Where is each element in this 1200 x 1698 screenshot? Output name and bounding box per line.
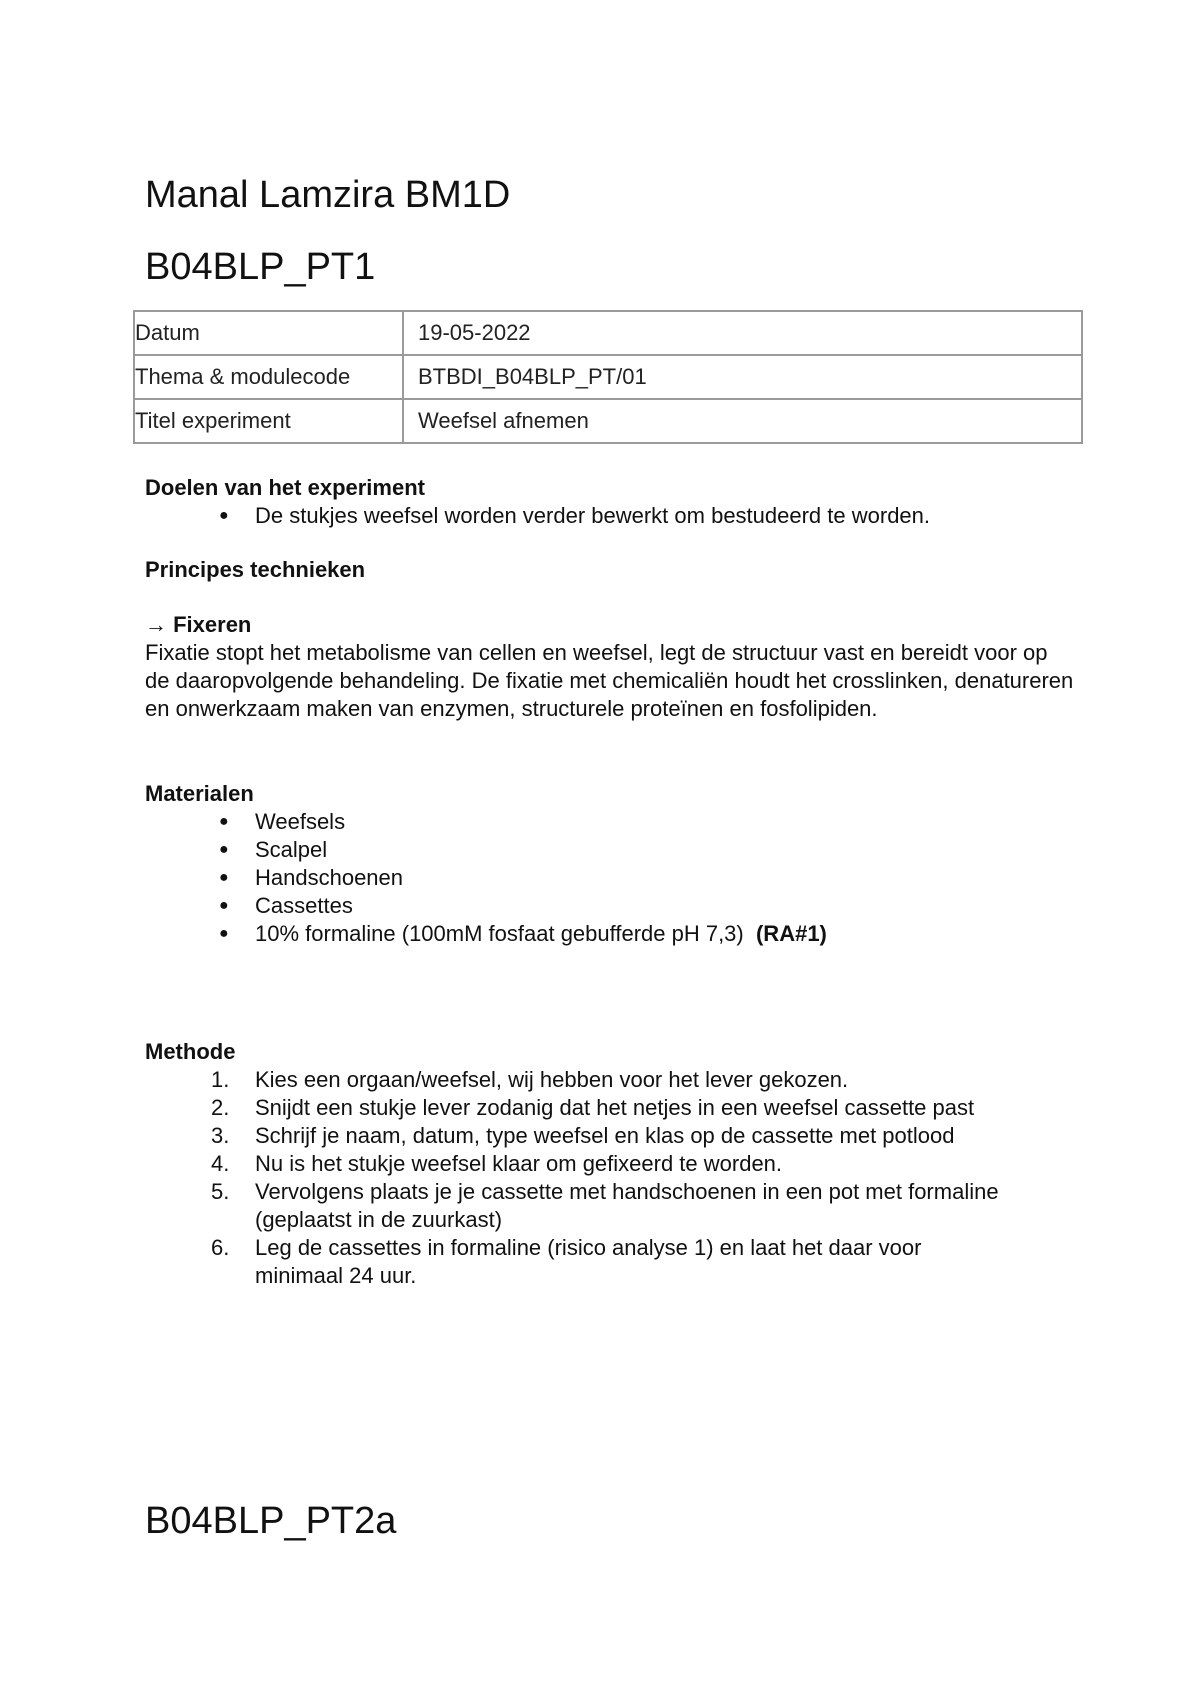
bullet-icon: ●	[219, 507, 229, 524]
list-item: 6. Leg de cassettes in formaline (risico analyse 1) en laat het daar voor minimaal 24 uur.	[211, 1235, 922, 1288]
list-item: ● Cassettes	[219, 893, 353, 918]
section-title-pt1: B04BLP_PT1	[145, 246, 376, 288]
list-item: ● Weefsels	[219, 809, 346, 834]
list-item: 1. Kies een orgaan/weefsel, wij hebben voor het lever gekozen.	[211, 1067, 849, 1092]
bullet-icon: ●	[219, 897, 229, 914]
list-item: 5. Vervolgens plaats je je cassette met handschoenen in een pot met formaline (geplaatst in de zuurkast)	[211, 1179, 999, 1232]
principles-heading: Principes technieken	[145, 557, 366, 582]
section-title-pt2a: B04BLP_PT2a	[145, 1500, 397, 1542]
goals-list	[145, 502, 1085, 530]
goals-heading: Doelen van het experiment	[145, 475, 425, 500]
table-row	[134, 399, 1082, 443]
author-line: Manal Lamzira BM1D	[145, 174, 511, 216]
bullet-icon: ●	[219, 841, 229, 858]
table-row	[134, 311, 1082, 355]
info-table	[133, 310, 1083, 444]
list-item: ● Scalpel	[219, 837, 328, 862]
method-section	[145, 1038, 1085, 1290]
method-steps	[145, 1066, 1085, 1290]
table-cell-label: Titel experiment	[134, 399, 403, 443]
list-item: 2. Snijdt een stukje lever zodanig dat het netjes in een weefsel cassette past	[211, 1095, 975, 1120]
fixeren-paragraph: Fixatie stopt het metabolisme van cellen en weefsel, legt de structuur vast en bereidt voor op de daaropvolgende behandeling. De fixatie met chemicaliën houdt het crosslinken, denatureren en onwerkzaam maken van enzymen, structurele proteïnen en fosfolipiden.	[145, 640, 1074, 721]
table-cell-value: Weefsel afnemen	[403, 399, 1082, 443]
table-cell-value: BTBDI_B04BLP_PT/01	[403, 355, 1082, 399]
bullet-icon: ●	[219, 869, 229, 886]
materials-section	[145, 780, 1085, 948]
list-item: 4. Nu is het stukje weefsel klaar om gefixeerd te worden.	[211, 1151, 783, 1176]
list-item: ● 10% formaline (100mM fosfaat gebufferde pH 7,3) (RA#1)	[219, 921, 827, 946]
risk-analysis-ref: (RA#1)	[755, 921, 827, 946]
list-item: ● De stukjes weefsel worden verder bewerkt om bestudeerd te worden.	[219, 503, 931, 528]
materials-list	[145, 808, 1085, 948]
goals-section	[145, 474, 1085, 530]
list-item: ● Handschoenen	[219, 865, 404, 890]
list-item: 3. Schrijf je naam, datum, type weefsel en klas op de cassette met potlood	[211, 1123, 955, 1148]
table-cell-label: Thema & modulecode	[134, 355, 403, 399]
table-cell-label: Datum	[134, 311, 403, 355]
bullet-icon: ●	[219, 813, 229, 830]
materials-heading: Materialen	[145, 781, 254, 806]
table-cell-value: 19-05-2022	[403, 311, 1082, 355]
method-heading: Methode	[145, 1039, 236, 1064]
principles-section	[145, 556, 1075, 723]
bullet-icon: ●	[219, 925, 229, 942]
fixeren-subheading: → Fixeren	[145, 612, 252, 637]
table-row	[134, 355, 1082, 399]
